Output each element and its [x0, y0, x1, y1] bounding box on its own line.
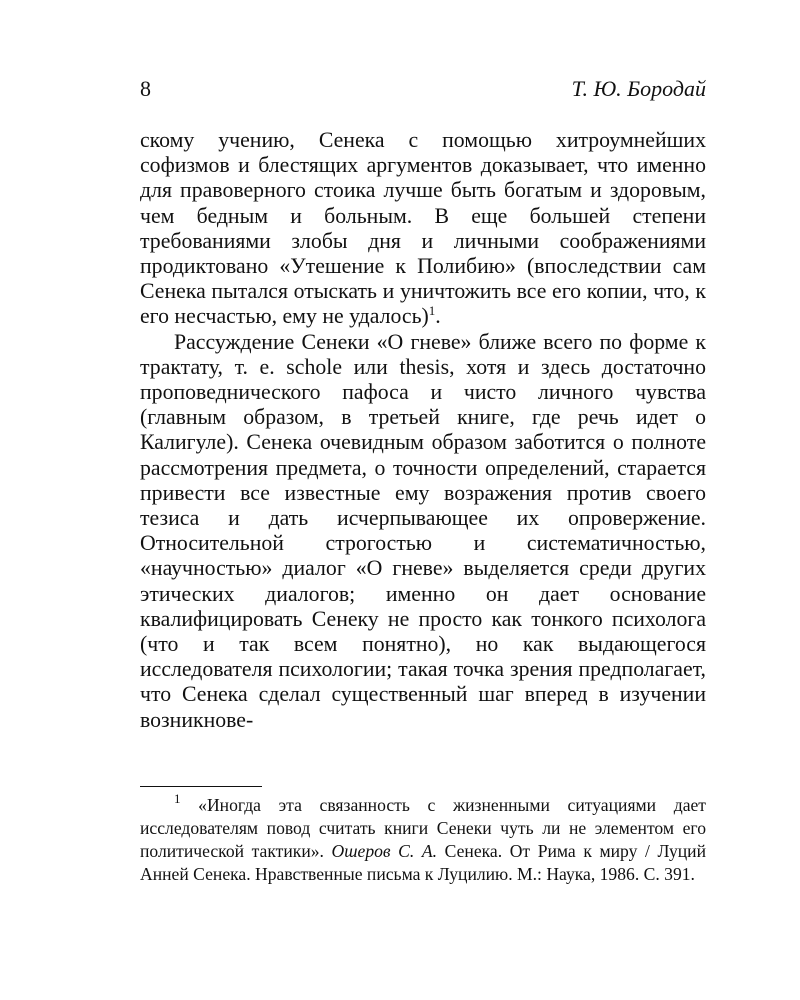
footnote-ref-1[interactable]: 1: [428, 303, 436, 319]
running-head: Т. Ю. Бородай: [571, 76, 706, 101]
footnote-divider: [140, 786, 262, 787]
footnote-text-after: Сенека. От Рима к миру / Луций Анней Сенека. Нравственные письма к Луцилию. М.: Наука, 1986. С. 391.: [140, 841, 707, 884]
body-text: [140, 128, 706, 733]
footnote-marker: 1: [174, 791, 181, 806]
paragraph-1-text: скому учению, Сенека с помощью хитроумнейших софизмов и блестящих аргументов доказывает, что именно для правоверного стоика лучше быть богатым и здоровым, чем бедным и больным. В еще большей степени требованиями злобы дня и личными соображениями продиктовано «Утешение к Полибию» (впоследствии сам Сенека пытался отыскать и уничтожить все его копии, что, к его несчастью, ему не удалось): [140, 128, 706, 329]
footnote-text-before: «Иногда эта связанность с жизненными ситуациями дает исследователям повод считать книги Сенеки чуть ли не элементом его политической тактики».: [140, 795, 706, 861]
paragraph-1: [140, 128, 706, 330]
footnote-author: Ошеров С. А.: [331, 841, 438, 861]
footnote-1: [140, 791, 707, 886]
page-header: [140, 76, 706, 106]
paragraph-1-end: .: [435, 304, 441, 329]
paragraph-2: Рассуждение Сенеки «О гневе» ближе всего по форме к трактату, т. е. schole или thesis, хотя и здесь достаточно проповеднического пафоса и чисто личного чувства (главным образом, в третьей книге, где речь идет о Калигуле). Сенека очевидным образом заботится о полноте рассмотрения предмета, о точности определений, старается привести все известные ему возражения против своего тезиса и дать исчерпывающее их опровержение. Относительной строгостью и систематичностью, «научностью» диалог «О гневе» выделяется среди других этических диалогов; именно он дает основание квалифицировать Сенеку не просто как тонкого психолога (что и так всем понятно), но как выдающегося исследователя психологии; такая точка зрения предполагает, что Сенека сделал существенный шаг вперед в изучении возникнове-: [140, 329, 706, 732]
page-number: 8: [140, 76, 151, 101]
